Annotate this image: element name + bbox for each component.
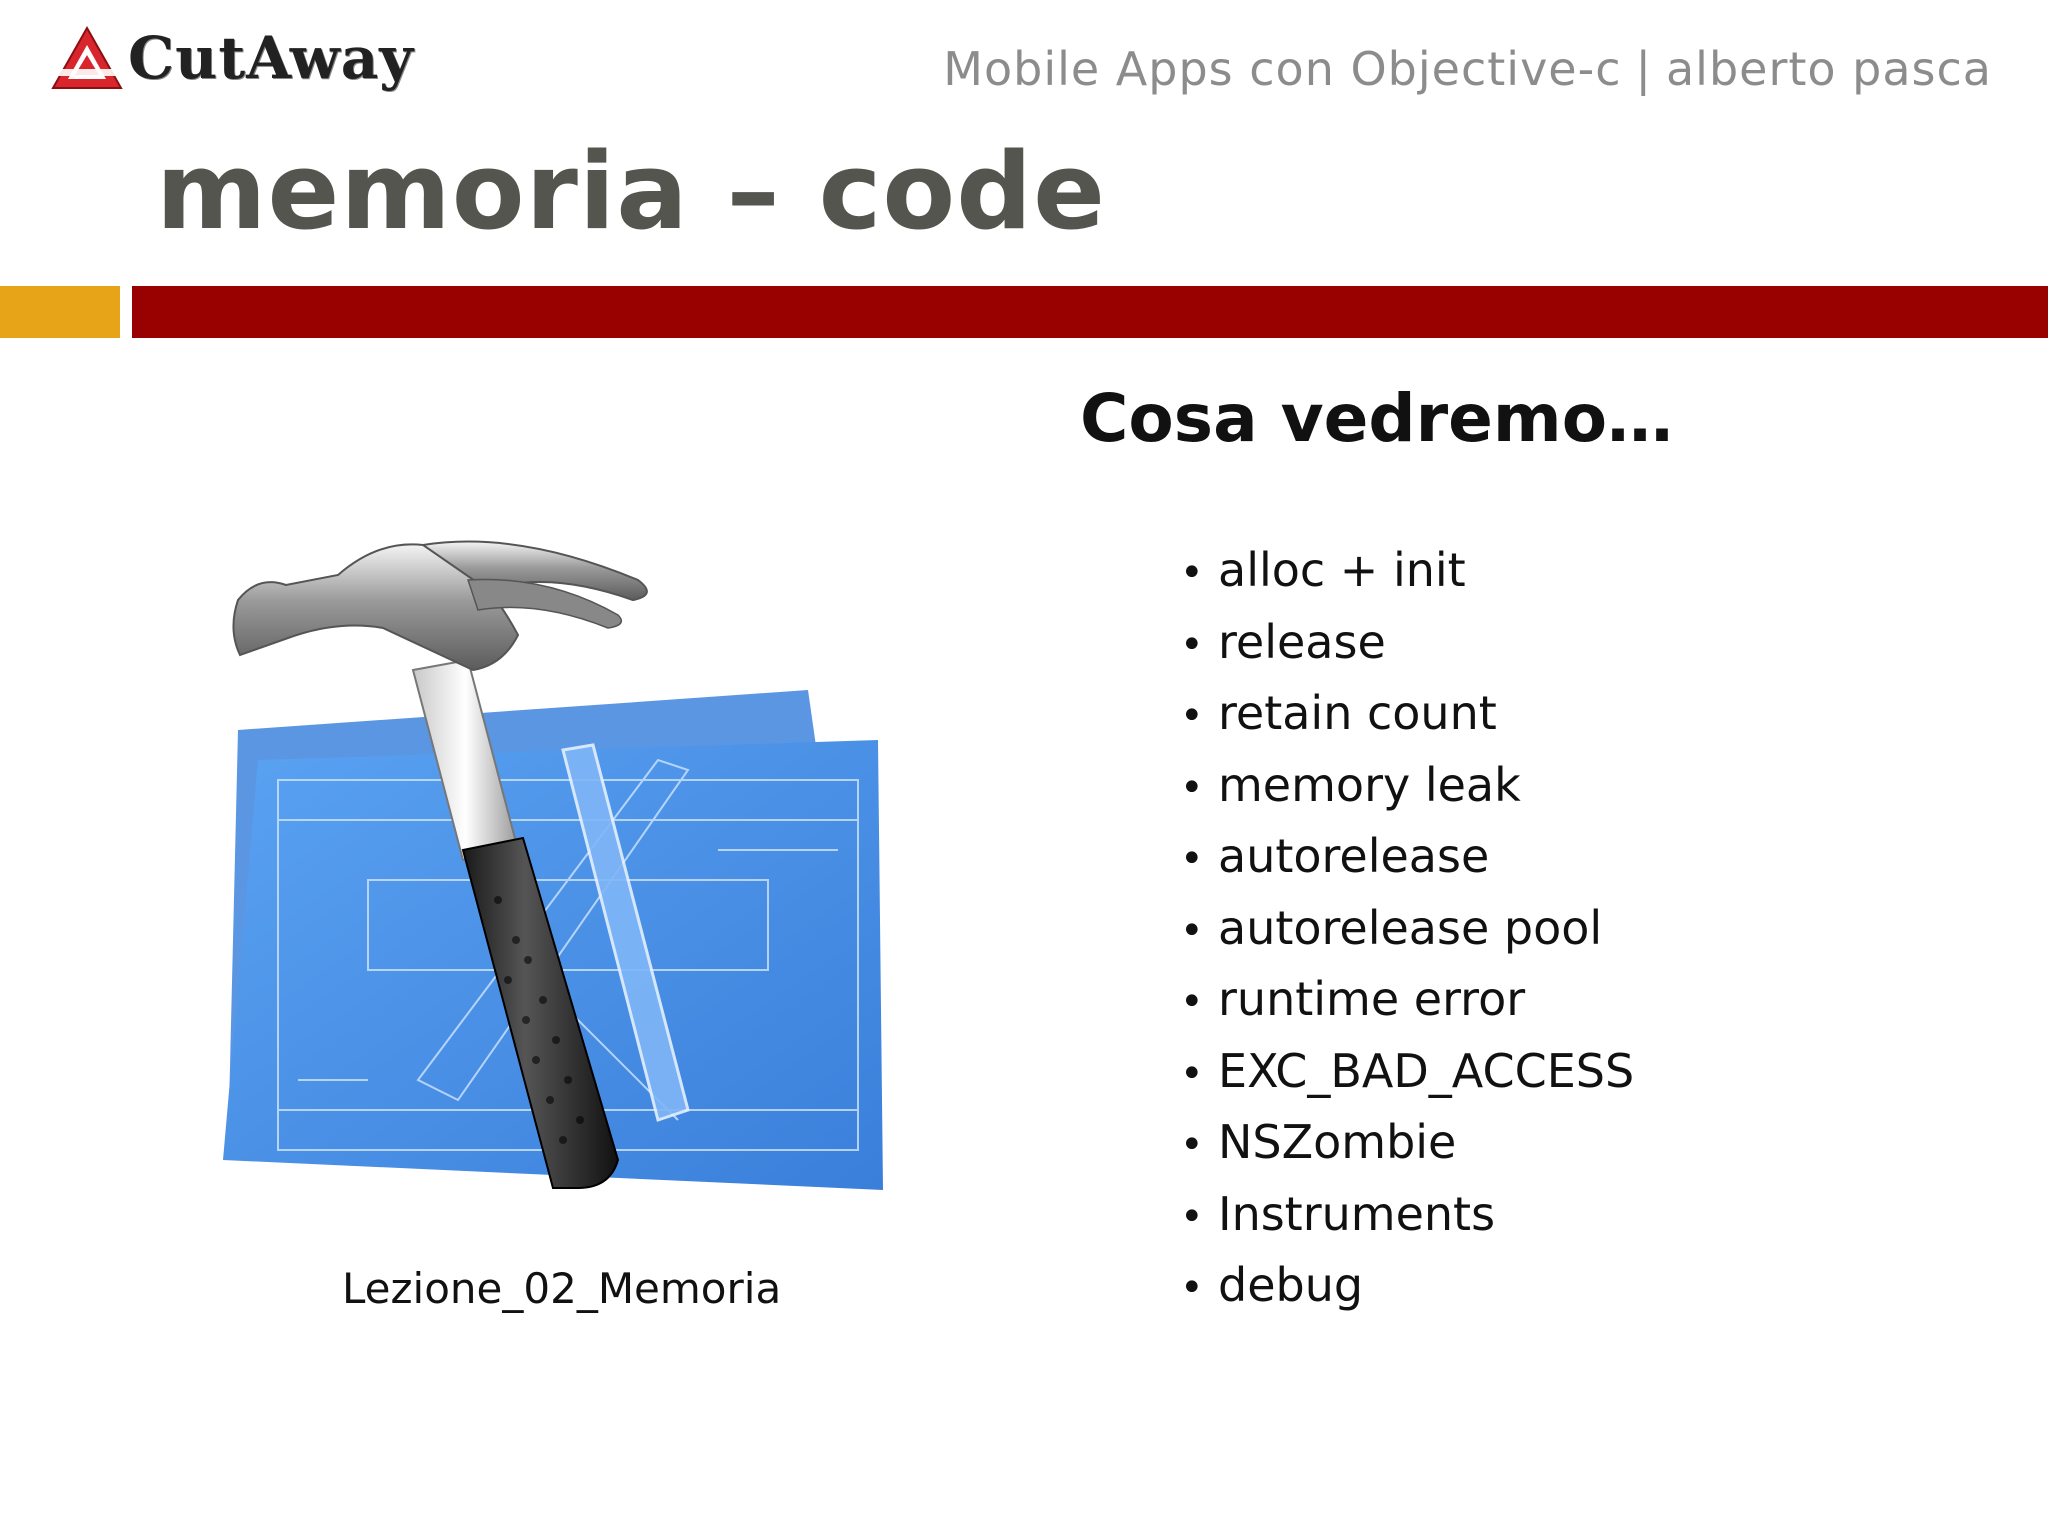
list-item: • retain count [1180, 686, 1497, 740]
cutaway-triangle-icon [50, 25, 124, 91]
title-band-accent [0, 286, 120, 338]
list-item: • memory leak [1180, 757, 1521, 812]
author-name: alberto pasca [1665, 42, 1992, 96]
list-item: • release [1180, 614, 1386, 669]
topic-list [1180, 536, 1634, 1323]
course-name: Mobile Apps con Objective-c [943, 42, 1622, 96]
slide-title: memoria – code [156, 130, 1106, 253]
list-item: • autorelease pool [1180, 900, 1603, 955]
logo-text: CutAway [128, 24, 414, 92]
cutaway-logo [50, 24, 414, 92]
list-item: • EXC_BAD_ACCESS [1180, 1043, 1635, 1098]
list-item: • autorelease [1180, 829, 1490, 883]
list-item: • alloc + init [1180, 543, 1466, 597]
list-item: • Instruments [1180, 1186, 1496, 1241]
header-separator: | [1635, 42, 1652, 96]
title-band [132, 286, 2048, 338]
xcode-hammer-blueprint-icon [218, 520, 898, 1220]
section-subtitle: Cosa vedremo… [1080, 380, 1674, 457]
list-item: • NSZombie [1180, 1115, 1457, 1169]
lesson-caption: Lezione_02_Memoria [342, 1264, 782, 1313]
list-item: • runtime error [1180, 972, 1526, 1026]
course-header [943, 42, 1992, 96]
list-item: • debug [1180, 1258, 1364, 1312]
